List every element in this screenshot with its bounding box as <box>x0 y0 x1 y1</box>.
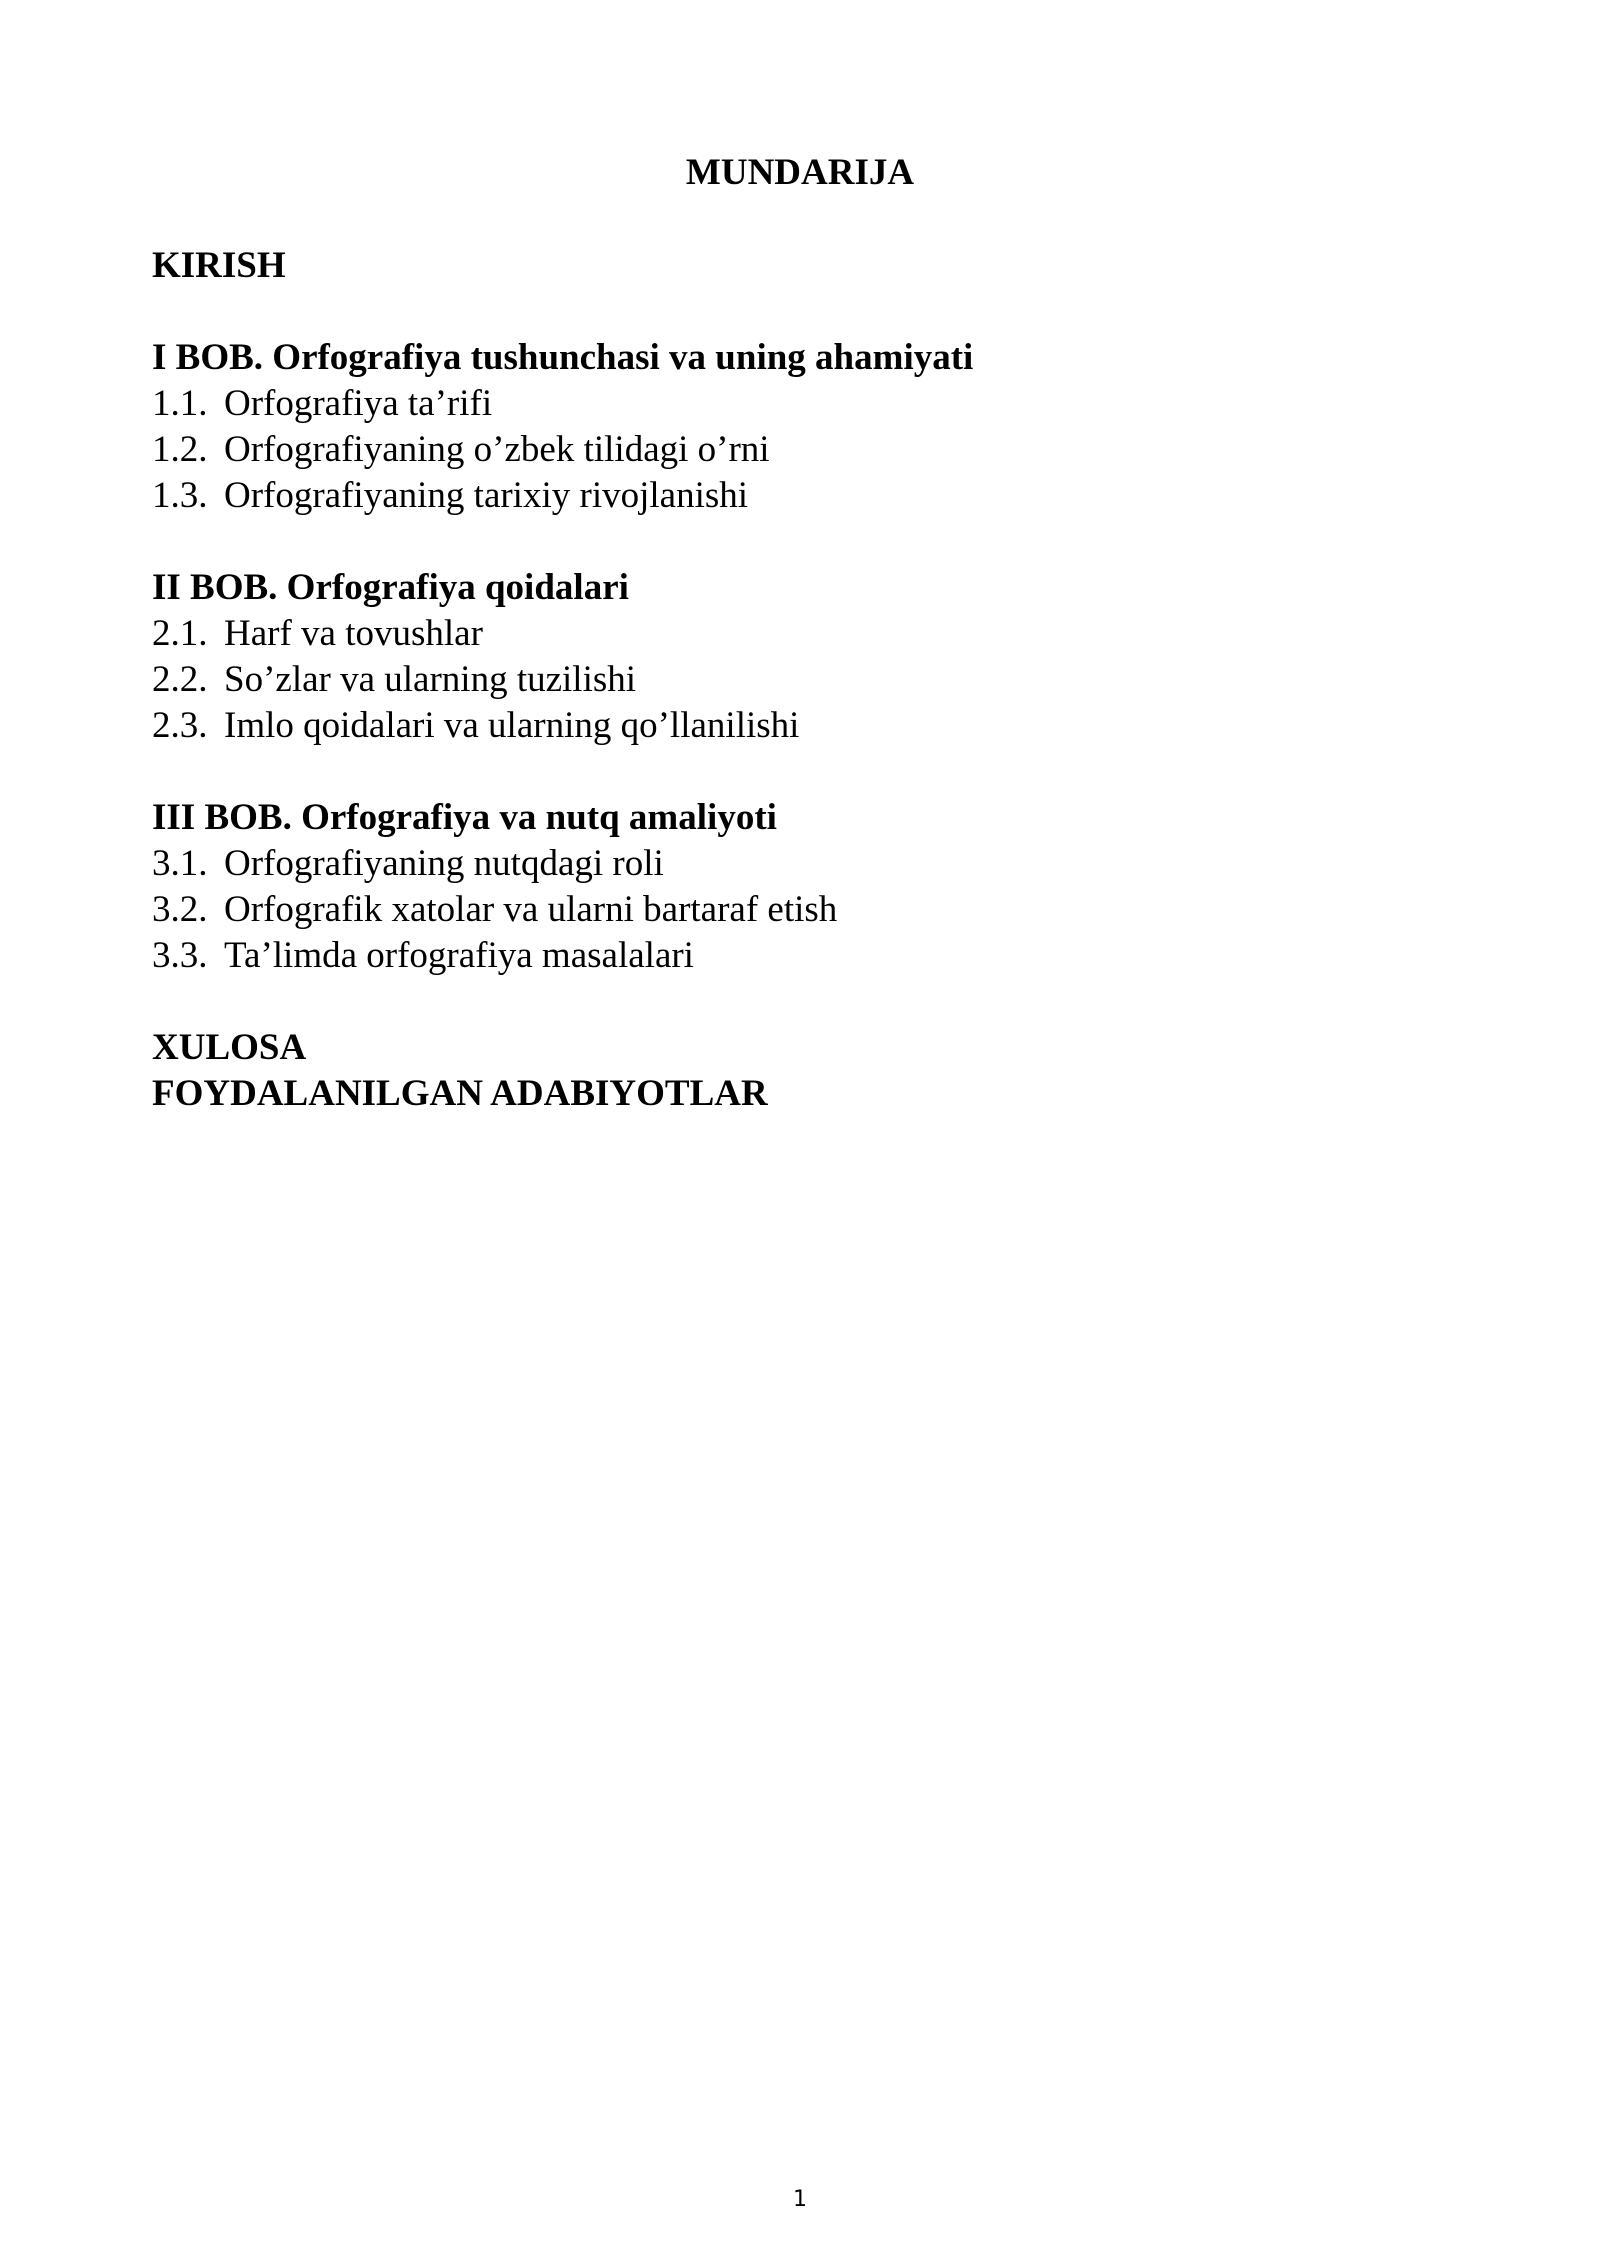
toc-item <box>152 657 636 703</box>
toc-item-text: Harf va tovushlar <box>224 613 483 654</box>
toc-item-text: Orfografik xatolar va ularni bartaraf etish <box>224 889 838 930</box>
toc-item-number: 3.2. <box>152 889 208 930</box>
toc-item-number: 3.1. <box>152 843 208 884</box>
toc-item <box>152 841 664 887</box>
toc-item-text: Orfografiyaning o’zbek tilidagi o’rni <box>224 429 770 470</box>
page-number: 1 <box>793 2187 807 2212</box>
toc-item <box>152 473 748 519</box>
toc-item-number: 1.2. <box>152 429 208 470</box>
toc-item-number: 1.3. <box>152 475 208 516</box>
toc-item <box>152 611 483 657</box>
chapter-1-heading: I BOB. Orfografiya tushunchasi va uning ahamiyati <box>152 337 974 378</box>
toc-item-number: 3.3. <box>152 935 208 976</box>
toc-item-number: 2.1. <box>152 613 208 654</box>
toc-conclusion: XULOSA <box>152 1027 307 1068</box>
toc-item <box>152 703 799 749</box>
toc-introduction: KIRISH <box>152 245 286 286</box>
toc-item-text: So’zlar va ularning tuzilishi <box>224 659 637 700</box>
toc-item-number: 2.3. <box>152 705 208 746</box>
toc-item <box>152 887 837 933</box>
toc-item-text: Imlo qoidalari va ularning qo’llanilishi <box>224 705 800 746</box>
toc-item-number: 1.1. <box>152 383 208 424</box>
toc-item-number: 2.2. <box>152 659 208 700</box>
page-title: MUNDARIJA <box>685 152 915 193</box>
toc-item-text: Ta’limda orfografiya masalalari <box>224 935 694 976</box>
chapter-2-heading: II BOB. Orfografiya qoidalari <box>152 567 629 608</box>
toc-item <box>152 933 694 979</box>
toc-item-text: Orfografiyaning tarixiy rivojlanishi <box>224 475 749 516</box>
toc-item <box>152 381 492 427</box>
toc-item-text: Orfografiya ta’rifi <box>224 383 493 424</box>
toc-references: FOYDALANILGAN ADABIYOTLAR <box>152 1073 768 1114</box>
toc-item-text: Orfografiyaning nutqdagi roli <box>224 843 664 884</box>
toc-item <box>152 427 770 473</box>
chapter-3-heading: III BOB. Orfografiya va nutq amaliyoti <box>152 797 777 838</box>
